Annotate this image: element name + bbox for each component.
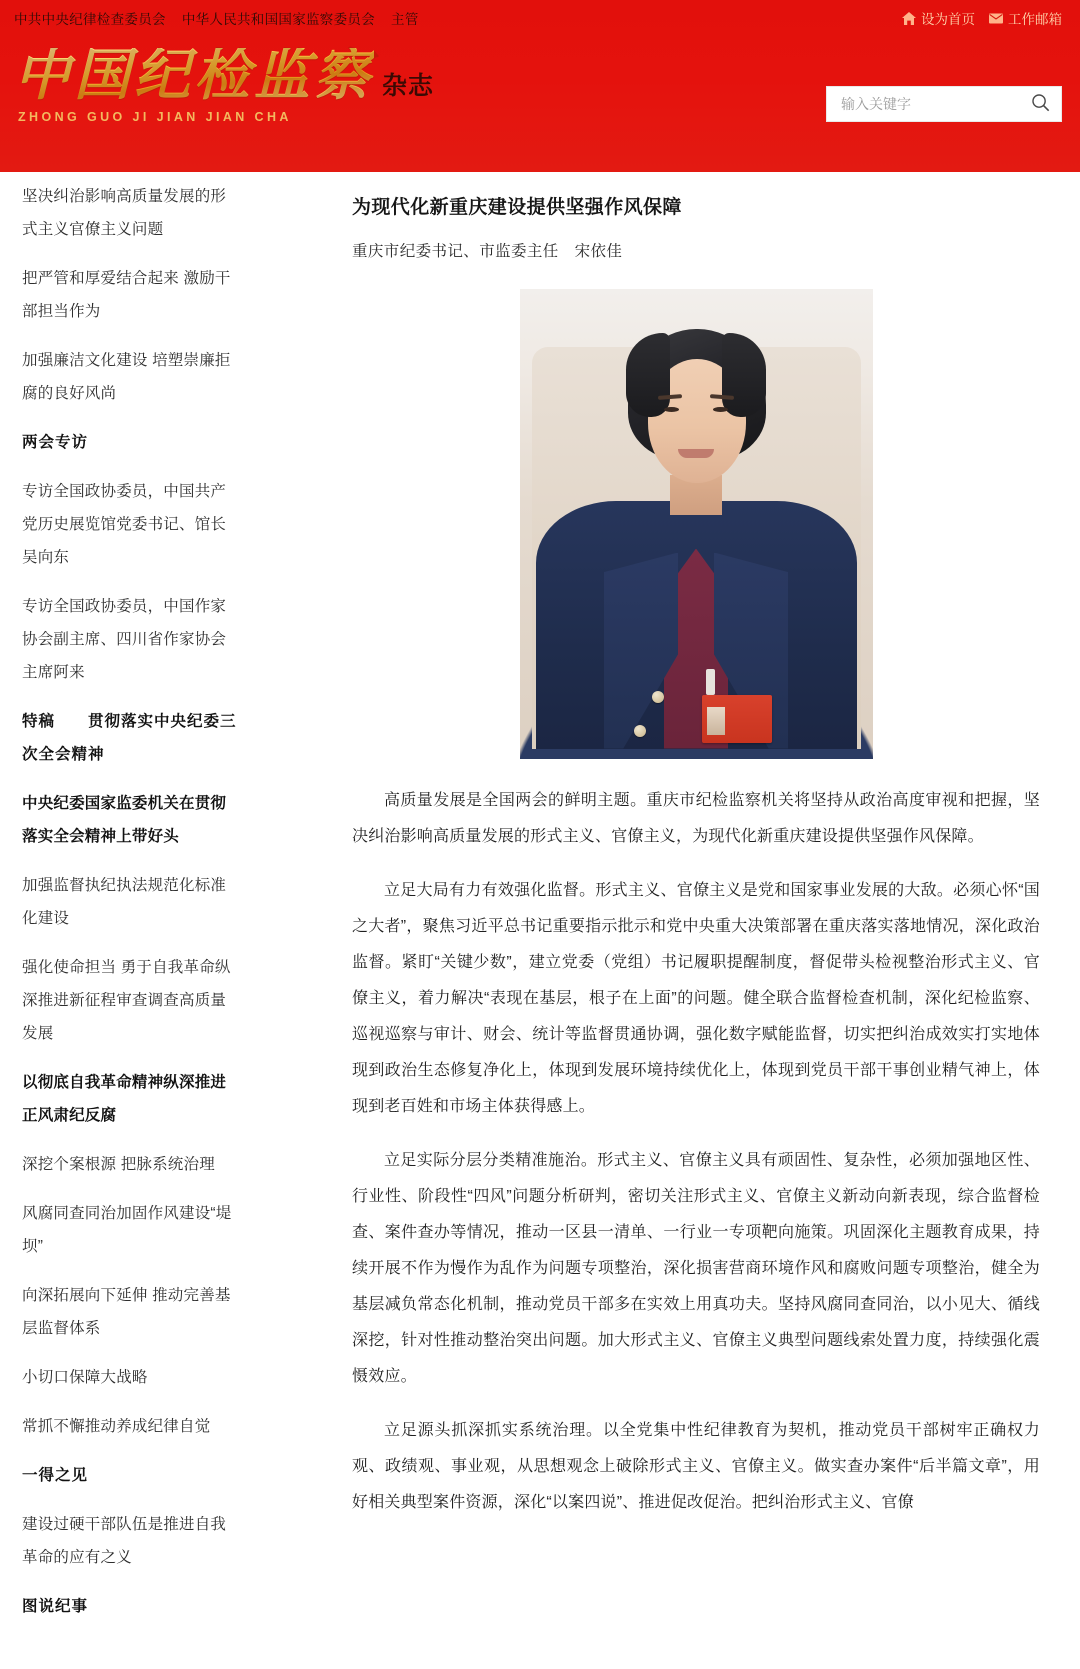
sidebar-item[interactable]: 专访全国政协委员，中国作家协会副主席、四川省作家协会主席阿来 (22, 598, 227, 681)
portrait-photo (520, 289, 873, 759)
article-column (330, 172, 1080, 1569)
article-paragraph: 立足大局有力有效强化监督。形式主义、官僚主义是党和国家事业发展的大敌。必须心怀“国之大者”，聚焦习近平总书记重要指示批示和党中央重大决策部署在重庆落实落地情况，深化政治监督。紧盯“关键少数”，建立党委（党组）书记履职提醒制度，督促带头检视整治形式主义、官僚主义，着力解决“表现在基层，根子在上面”的问题。健全联合监督检查机制，深化纪检监察、巡视巡察与审计、财会、统计等监督贯通协调，强化数字赋能监督，切实把纠治成效实打实地体现到政治生态修复净化上，体现到发展环境持续优化上，体现到党员干部干事创业精气神上，体现到老百姓和市场主体获得感上。 (352, 881, 1040, 1115)
mail-icon (989, 13, 1003, 24)
sidebar-item[interactable]: 加强廉洁文化建设 培塑崇廉拒腐的良好风尚 (22, 352, 231, 402)
portrait-eye-left (664, 407, 679, 412)
sponsor-role: 主管 (391, 12, 419, 27)
portrait-hair-left (626, 333, 670, 417)
sidebar-item[interactable]: 常抓不懈推动养成纪律自觉 (22, 1418, 211, 1435)
home-icon (902, 12, 916, 25)
page-layout (0, 172, 1080, 1669)
logo-suffix: 杂志 (382, 73, 435, 100)
portrait-badge-photo (707, 707, 725, 735)
sidebar-item[interactable]: 以彻底自我革命精神纵深推进正风肃纪反腐 (22, 1074, 227, 1124)
sidebar-section-heading: 图说纪事 (22, 1598, 89, 1615)
site-header (0, 0, 1080, 172)
sidebar-item[interactable]: 向深拓展向下延伸 推动完善基层监督体系 (22, 1287, 231, 1337)
set-homepage-label: 设为首页 (921, 12, 975, 27)
article-paragraph: 高质量发展是全国两会的鲜明主题。重庆市纪检监察机关将坚持从政治高度审视和把握，坚决纠治影响高质量发展的形式主义、官僚主义，为现代化新重庆建设提供坚强作风保障。 (352, 791, 1040, 845)
search-box[interactable] (826, 86, 1062, 122)
sponsor-line (14, 8, 419, 28)
portrait-button-lower (634, 725, 646, 737)
issue-contents-sidebar (0, 172, 330, 1669)
sidebar-item[interactable]: 风腐同查同治加固作风建设“堤坝” (22, 1205, 232, 1255)
sidebar-section-heading: 特稿 贯彻落实中央纪委三次全会精神 (22, 713, 237, 763)
search-input[interactable] (839, 88, 1027, 120)
sidebar-item[interactable]: 小切口保障大战略 (22, 1369, 148, 1386)
set-homepage-link[interactable] (902, 8, 975, 28)
portrait-badge-clip (706, 669, 715, 695)
work-mail-link[interactable] (989, 8, 1062, 28)
search-button[interactable] (1027, 91, 1053, 117)
work-mail-label: 工作邮箱 (1008, 12, 1062, 27)
portrait-button-upper (652, 691, 664, 703)
portrait-eye-right (713, 407, 728, 412)
sidebar-item[interactable]: 深挖个案根源 把脉系统治理 (22, 1156, 215, 1173)
article-body (352, 783, 1040, 1521)
sidebar-item[interactable]: 建设过硬干部队伍是推进自我革命的应有之义 (22, 1516, 227, 1566)
top-bar (0, 0, 1080, 36)
article-title: 为现代化新重庆建设提供坚强作风保障 (352, 197, 682, 218)
sidebar-item[interactable]: 加强监督执纪执法规范化标准化建设 (22, 877, 227, 927)
logo-pinyin: ZHONG GUO JI JIAN JIAN CHA (18, 110, 292, 124)
sidebar-item[interactable]: 专访全国政协委员，中国共产党历史展览馆党委书记、馆长吴向东 (22, 483, 227, 566)
article-paragraph: 立足源头抓深抓实系统治理。以全党集中性纪律教育为契机，推动党员干部树牢正确权力观、政绩观、事业观，从思想观念上破除形式主义、官僚主义。做实查办案件“后半篇文章”，用好相关典型案件资源，深化“以案四说”、推进促改促治。把纠治形式主义、官僚 (352, 1421, 1040, 1511)
article-byline: 重庆市纪委书记、市监委主任 宋依佳 (352, 242, 623, 260)
sponsor-2: 中华人民共和国国家监察委员会 (181, 12, 376, 27)
top-bar-links (902, 8, 1062, 28)
sidebar-section-heading: 一得之见 (22, 1467, 89, 1484)
article-portrait-figure (520, 289, 873, 759)
portrait-delegate-badge (702, 695, 772, 743)
site-logo[interactable] (14, 45, 444, 124)
header-body (0, 36, 1080, 172)
article-paragraph: 立足实际分层分类精准施治。形式主义、官僚主义具有顽固性、复杂性，必须加强地区性、行业性、阶段性“四风”问题分析研判，密切关注形式主义、官僚主义新动向新表现，综合监督检查、案件查办等情况，推动一区县一清单、一行业一专项靶向施策。巩固深化主题教育成果，持续开展不作为慢作为乱作为问题专项整治，深化损害营商环境作风和腐败问题专项整治，健全为基层减负常态化机制，推动党员干部多在实效上用真功夫。坚持风腐同查同治，以小见大、循线深挖，针对性推动整治突出问题。加大形式主义、官僚主义典型问题线索处置力度，持续强化震慑效应。 (352, 1151, 1040, 1385)
search-icon (1031, 93, 1050, 115)
sidebar-item[interactable]: 把严管和厚爱结合起来 激励干部担当作为 (22, 270, 231, 320)
sponsor-1: 中共中央纪律检查委员会 (14, 12, 166, 27)
portrait-hair-right (722, 333, 766, 417)
logo-title-cn: 中国纪检监察 (14, 45, 374, 107)
portrait-mouth (678, 449, 714, 458)
sidebar-item[interactable]: 坚决纠治影响高质量发展的形式主义官僚主义问题 (22, 188, 227, 238)
sidebar-item[interactable]: 中央纪委国家监委机关在贯彻落实全会精神上带好头 (22, 795, 227, 845)
sidebar-item[interactable]: 强化使命担当 勇于自我革命纵深推进新征程审查调查高质量发展 (22, 959, 231, 1042)
sidebar-section-heading: 两会专访 (22, 434, 89, 451)
